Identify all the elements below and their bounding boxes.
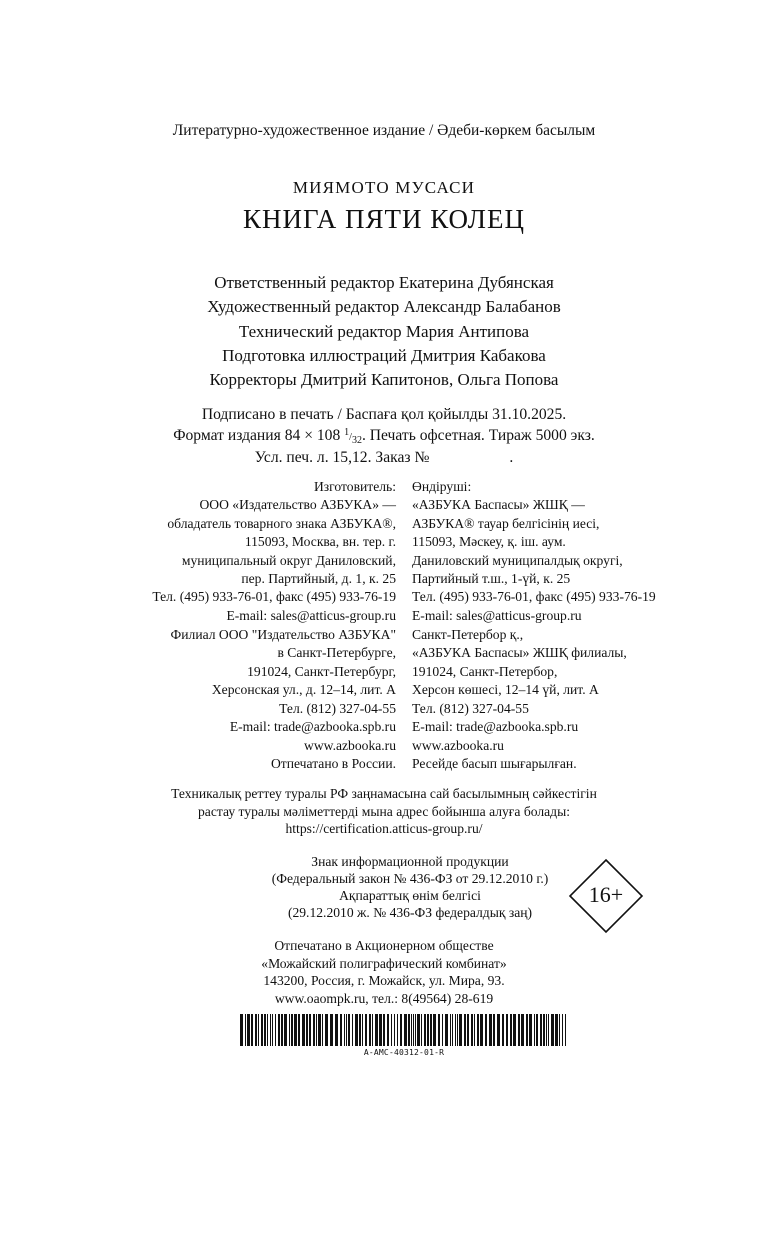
barcode-bar	[413, 1014, 414, 1046]
barcode-bar	[526, 1014, 528, 1046]
info-sign-line: (29.12.2010 ж. № 436-ФЗ федералдық заң)	[287, 905, 533, 920]
barcode-bar	[330, 1014, 333, 1046]
barcode-bar	[417, 1014, 420, 1046]
edition-category: Литературно-художественное издание / Әдеби-көркем басылым	[172, 122, 596, 139]
barcode-bar	[493, 1014, 495, 1046]
barcode-bar	[365, 1014, 367, 1046]
barcode-bar	[313, 1014, 315, 1046]
branch-ru	[171, 626, 396, 736]
barcode-bar	[240, 1014, 243, 1046]
printer-block	[0, 937, 768, 1007]
publisher-kz	[412, 478, 656, 625]
barcode-bar	[309, 1014, 311, 1046]
barcode-bar	[294, 1014, 297, 1046]
sheets-end: .	[509, 449, 514, 466]
publisher-ru-line: ООО «Издательство АЗБУКА» —	[199, 497, 396, 513]
age-rating-text: 16+	[588, 882, 624, 907]
barcode-bar	[464, 1014, 466, 1046]
branch-ru-line: Тел. (812) 327-04-55	[279, 700, 396, 716]
barcode-bar	[433, 1014, 436, 1046]
publisher-ru-email: E-mail: sales@atticus-group.ru	[226, 607, 396, 623]
info-sign-line: Знак информационной продукции	[311, 854, 509, 869]
barcode-bar	[421, 1014, 422, 1046]
barcode-bar	[546, 1014, 547, 1046]
barcode-bar	[391, 1014, 392, 1046]
barcode-bar	[411, 1014, 412, 1046]
branch-ru-line: в Санкт-Петербурге,	[277, 645, 396, 661]
barcode-bar	[536, 1014, 538, 1046]
barcode-bar	[348, 1014, 350, 1046]
barcode-bar	[379, 1014, 382, 1046]
barcode-code: A-AMC-40312-01-R	[363, 1048, 445, 1057]
barcode-bar	[485, 1014, 487, 1046]
barcode-bar	[474, 1014, 475, 1046]
barcode-bar	[258, 1014, 259, 1046]
barcode-bar	[415, 1014, 416, 1046]
credit-line: Корректоры Дмитрий Капитонов, Ольга Попова	[209, 370, 559, 390]
footer-ru	[271, 737, 396, 774]
info-sign-line: (Федеральный закон № 436-ФЗ от 29.12.2010 г.)	[271, 871, 549, 886]
format-fraction-den: 32	[351, 434, 362, 446]
age-rating-badge	[568, 858, 644, 934]
barcode-bar	[430, 1014, 432, 1046]
barcode-bar	[480, 1014, 483, 1046]
publisher-kz-email: E-mail: sales@atticus-group.ru	[412, 607, 582, 623]
book-author: МИЯМОТО МУСАСИ	[292, 178, 476, 197]
barcode-bar	[408, 1014, 410, 1046]
barcode-bar	[359, 1014, 361, 1046]
barcode-bar	[534, 1014, 535, 1046]
barcode-bar	[442, 1014, 443, 1046]
barcode-bar	[302, 1014, 305, 1046]
barcode-bar	[551, 1014, 554, 1046]
publisher-ru-line: муниципальный округ Даниловский,	[181, 552, 396, 568]
branch-kz-line: Тел. (812) 327-04-55	[412, 700, 529, 716]
barcode-bar	[322, 1014, 323, 1046]
branch-ru-line: 191024, Санкт-Петербург,	[247, 663, 396, 679]
format-prefix: Формат издания 84 × 108	[173, 426, 345, 444]
publisher-kz-line: «АЗБУКА Баспасы» ЖШҚ —	[412, 497, 585, 513]
barcode-bar	[555, 1014, 558, 1046]
barcode-bar	[565, 1014, 566, 1046]
barcode-bar	[540, 1014, 542, 1046]
certification-line: растау туралы мәліметтерді мына адрес бойынша алуға болады:	[198, 803, 570, 819]
sheets-line	[0, 448, 768, 469]
printed-in-ru: Отпечатано в России.	[270, 756, 396, 772]
info-sign-block	[200, 853, 620, 921]
credits-block	[0, 271, 768, 392]
barcode-bar	[513, 1014, 516, 1046]
branch-kz-line: Херсон көшесі, 12–14 үй, лит. А	[412, 682, 599, 698]
printed-in-kz: Ресейде басып шығарылған.	[412, 756, 577, 772]
publisher-ru-line: Изготовитель:	[313, 479, 396, 494]
publisher-kz-line: Тел. (495) 933-76-01, факс (495) 933-76-19	[412, 589, 656, 605]
barcode-bar	[562, 1014, 563, 1046]
barcode-bar	[387, 1014, 389, 1046]
barcode-bar	[397, 1014, 398, 1046]
barcode-bar	[489, 1014, 492, 1046]
website-kz: www.azbooka.ru	[412, 738, 504, 753]
barcode-bar	[521, 1014, 524, 1046]
barcode-bar	[394, 1014, 395, 1046]
barcode-bar	[261, 1014, 263, 1046]
branch-ru-email: E-mail: trade@azbooka.spb.ru	[229, 719, 396, 735]
barcode-bar	[457, 1014, 458, 1046]
barcode-bar	[325, 1014, 328, 1046]
branch-ru-line: Херсонская ул., д. 12–14, лит. А	[211, 682, 396, 698]
publisher-kz-line: 115093, Мәскеу, қ. іш. аум.	[412, 534, 566, 550]
barcode-bar	[281, 1014, 283, 1046]
sheets-text: Усл. печ. л. 15,12. Заказ №	[254, 449, 430, 466]
barcode-bar	[264, 1014, 266, 1046]
print-info-block	[0, 405, 768, 469]
barcode-bar	[404, 1014, 407, 1046]
barcode-bar	[369, 1014, 371, 1046]
barcode-bar	[548, 1014, 549, 1046]
barcode-bar	[400, 1014, 402, 1046]
printer-line: 143200, Россия, г. Можайск, ул. Мира, 93.	[263, 973, 505, 989]
printer-line: «Можайский полиграфический комбинат»	[261, 955, 507, 971]
publisher-kz-line: АЗБУКА® тауар белгісінің иесі,	[412, 515, 600, 531]
barcode-bar	[272, 1014, 273, 1046]
barcode-bar	[270, 1014, 271, 1046]
barcode-bar	[427, 1014, 429, 1046]
publisher-kz-line: Партийный т.ш., 1-үй, к. 25	[412, 571, 571, 587]
format-fraction-num: 1	[344, 426, 350, 438]
barcode-bar	[438, 1014, 440, 1046]
barcode-bar	[424, 1014, 426, 1046]
barcode-bar	[352, 1014, 353, 1046]
barcode-bar	[445, 1014, 448, 1046]
branch-kz-email: E-mail: trade@azbooka.spb.ru	[412, 719, 579, 735]
barcode-bar	[467, 1014, 469, 1046]
barcode-bar	[383, 1014, 385, 1046]
barcode-bar	[251, 1014, 253, 1046]
barcode-bar	[335, 1014, 338, 1046]
barcode-bar	[455, 1014, 456, 1046]
barcode-bar	[471, 1014, 473, 1046]
barcode-bar	[477, 1014, 479, 1046]
barcode-bar	[450, 1014, 451, 1046]
barcode-bar	[375, 1014, 378, 1046]
barcode-bar	[298, 1014, 300, 1046]
barcode-bar	[518, 1014, 520, 1046]
credit-line: Подготовка иллюстраций Дмитрия Кабакова	[222, 345, 546, 365]
printer-line: www.oaompk.ru, тел.: 8(49564) 28-619	[274, 990, 494, 1006]
barcode-bar	[543, 1014, 545, 1046]
barcode-bar	[372, 1014, 373, 1046]
barcode-bar	[340, 1014, 342, 1046]
barcode-bar	[275, 1014, 276, 1046]
signed-line: Подписано в печать / Баспаға қол қойылды 31.10.2025.	[201, 406, 567, 423]
footer-kz	[412, 737, 577, 774]
barcode-bar	[245, 1014, 246, 1046]
barcode-bar	[306, 1014, 308, 1046]
publisher-ru-line: пер. Партийный, д. 1, к. 25	[241, 571, 396, 587]
barcode-bar	[502, 1014, 504, 1046]
barcode-bar	[510, 1014, 512, 1046]
barcode-bar	[559, 1014, 560, 1046]
publisher-ru-line: 115093, Москва, вн. тер. г.	[244, 534, 396, 550]
barcode-bar	[344, 1014, 345, 1046]
branch-kz-line: Санкт-Петербор қ.,	[412, 627, 524, 642]
barcode-bar	[459, 1014, 462, 1046]
barcode-bar	[255, 1014, 257, 1046]
barcode-bar	[247, 1014, 250, 1046]
publisher-kz-line: Даниловский муниципалдық округі,	[412, 552, 623, 568]
barcode-bar	[346, 1014, 347, 1046]
barcode-bar	[355, 1014, 358, 1046]
branch-kz-line: «АЗБУКА Баспасы» ЖШҚ филиалы,	[412, 645, 627, 661]
branch-kz-line: 191024, Санкт-Петербор,	[412, 663, 558, 679]
website-ru: www.azbooka.ru	[304, 738, 396, 753]
barcode-bar	[267, 1014, 268, 1046]
publisher-ru	[152, 478, 396, 625]
barcode-bar	[529, 1014, 532, 1046]
barcode-bar	[284, 1014, 287, 1046]
printer-line: Отпечатано в Акционерном обществе	[274, 938, 494, 953]
publisher-ru-line: Тел. (495) 933-76-01, факс (495) 933-76-19	[152, 589, 396, 605]
barcode-bar	[497, 1014, 500, 1046]
book-title: КНИГА ПЯТИ КОЛЕЦ	[243, 204, 525, 234]
certification-block	[0, 785, 768, 838]
barcode-bar	[318, 1014, 321, 1046]
publisher-ru-line: обладатель товарного знака АЗБУКА®,	[167, 515, 396, 531]
barcode-bar	[506, 1014, 508, 1046]
credit-line: Ответственный редактор Екатерина Дубянская	[214, 273, 554, 292]
branch-kz	[412, 626, 627, 736]
format-suffix: . Печать офсетная. Тираж 5000 экз.	[361, 426, 595, 444]
credit-line: Художественный редактор Александр Балабанов	[207, 297, 561, 317]
format-line: Формат издания 84 × 108 $^1$/32. Печать офсетная. Тираж 5000 экз.	[173, 426, 595, 446]
barcode-bar	[362, 1014, 363, 1046]
barcode	[240, 1014, 568, 1046]
barcode-bar	[291, 1014, 293, 1046]
branch-ru-line: Филиал ООО "Издательство АЗБУКА"	[170, 627, 396, 642]
certification-line: Техникалық реттеу туралы РФ заңнамасына сай басылымның сәйкестігін	[171, 786, 597, 801]
barcode-bar	[452, 1014, 453, 1046]
certification-url: https://certification.atticus-group.ru/	[285, 821, 483, 836]
publisher-kz-line: Өндіруші:	[412, 479, 472, 494]
barcode-bar	[289, 1014, 290, 1046]
info-sign-line: Ақпараттық өнім белгісі	[339, 888, 481, 903]
credit-line: Технический редактор Мария Антипова	[238, 321, 530, 341]
barcode-bar	[278, 1014, 280, 1046]
barcode-bar	[316, 1014, 317, 1046]
